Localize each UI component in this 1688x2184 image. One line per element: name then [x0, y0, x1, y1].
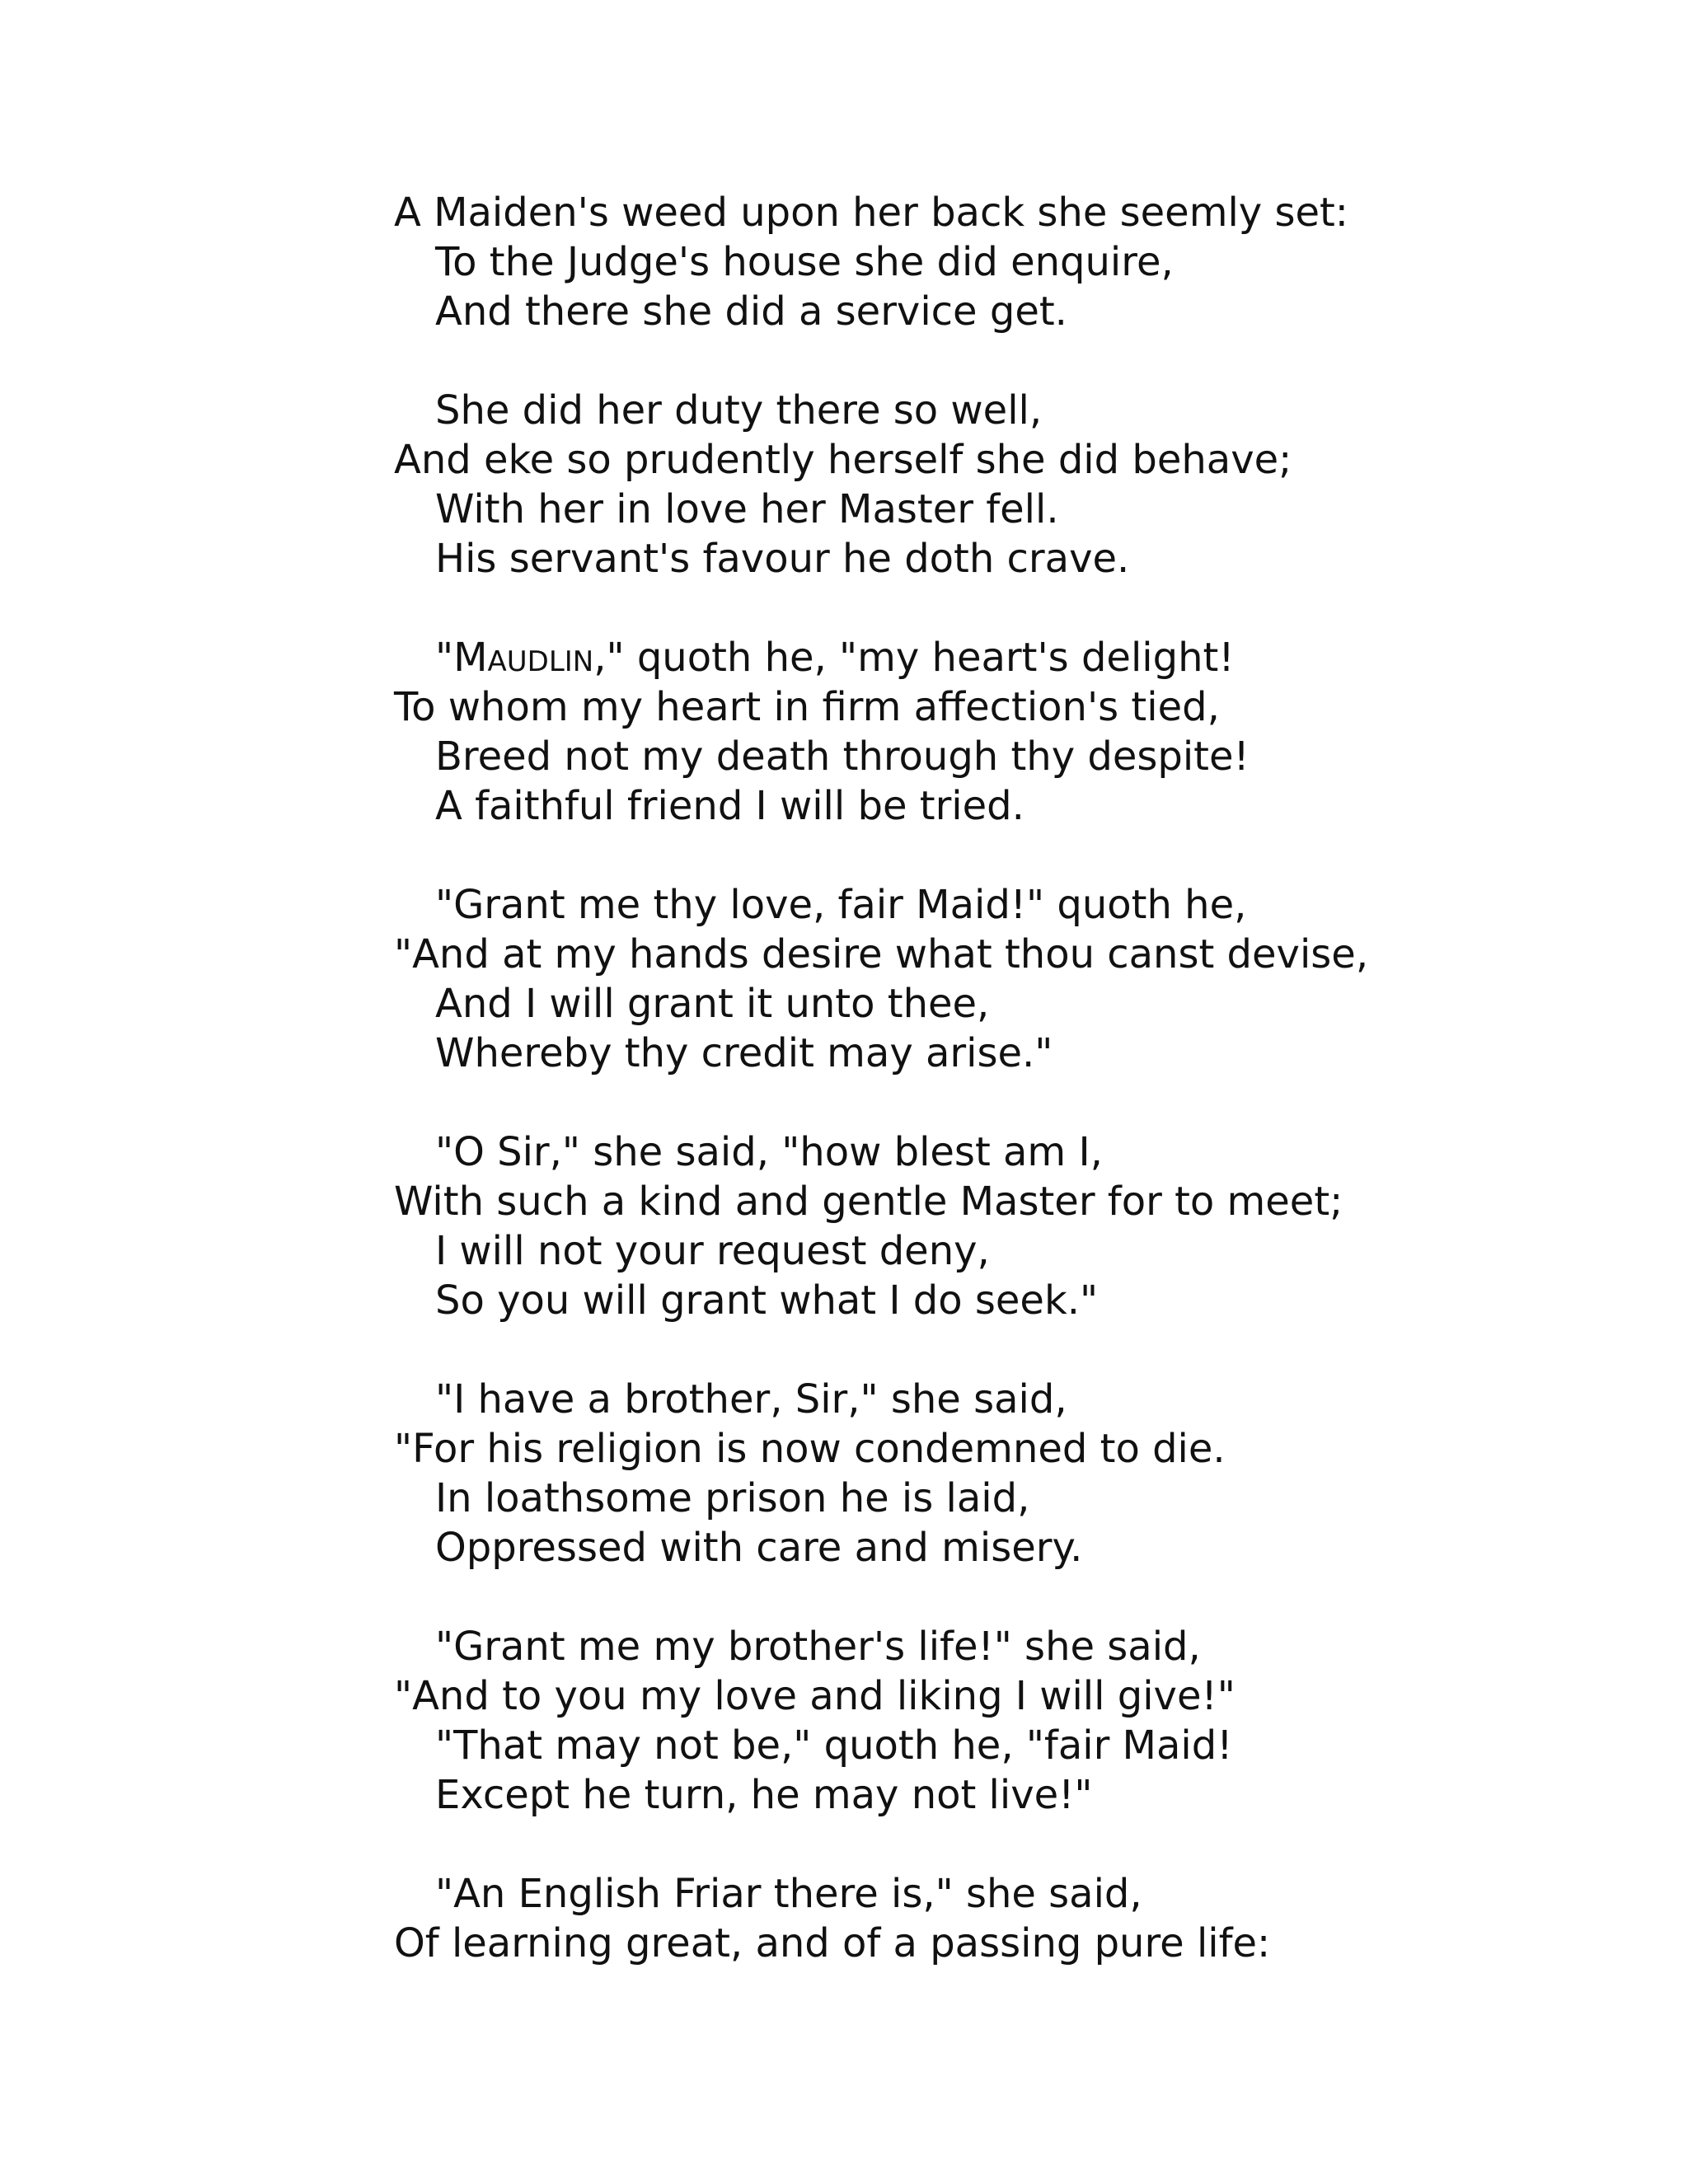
- poem-line: Whereby thy credit may arise.": [435, 1030, 1053, 1076]
- poem-page: [394, 188, 1630, 2018]
- poem-line: I will not your request deny,: [435, 1228, 990, 1274]
- poem-line: Breed not my death through thy despite!: [435, 733, 1250, 780]
- poem-line: His servant's favour he doth crave.: [435, 536, 1130, 582]
- poem-line: In loathsome prison he is laid,: [435, 1475, 1030, 1521]
- poem-line: And I will grant it unto thee,: [435, 981, 990, 1027]
- stanza-6: [394, 1375, 1630, 1572]
- poem-line: "Grant me thy love, fair Maid!" quoth he,: [435, 882, 1247, 928]
- stanza-3: [394, 633, 1630, 831]
- poem-line: Except he turn, he may not live!": [435, 1772, 1093, 1818]
- poem-line: "O Sir," she said, "how blest am I,: [435, 1129, 1103, 1175]
- poem-line: And eke so prudently herself she did behave;: [394, 437, 1292, 483]
- poem-line: "An English Friar there is," she said,: [435, 1871, 1142, 1917]
- poem-line: She did her duty there so well,: [435, 387, 1043, 434]
- line-suffix: ," quoth he, "my heart's delight!: [593, 635, 1235, 681]
- poem-line: "And to you my love and liking I will give!": [394, 1673, 1236, 1719]
- poem-line: "That may not be," quoth he, "fair Maid!: [435, 1722, 1233, 1769]
- line-prefix: ": [435, 635, 454, 681]
- poem-line: "Grant me my brother's life!" she said,: [435, 1624, 1201, 1670]
- poem-line: "For his religion is now condemned to die.: [394, 1426, 1226, 1472]
- stanza-1: [394, 188, 1630, 336]
- poem-line: A Maiden's weed upon her back she seemly set:: [394, 190, 1348, 236]
- poem-line: To the Judge's house she did enquire,: [435, 239, 1174, 285]
- poem-line: With her in love her Master fell.: [435, 486, 1059, 532]
- stanza-8: [394, 1869, 1630, 1968]
- poem-line: To whom my heart in firm affection's tied,: [394, 684, 1220, 730]
- poem-line: With such a kind and gentle Master for to meet;: [394, 1179, 1343, 1225]
- poem-line: Of learning great, and of a passing pure life:: [394, 1920, 1271, 1966]
- poem-line: So you will grant what I do seek.": [435, 1277, 1099, 1324]
- stanza-7: [394, 1622, 1630, 1820]
- poem-line: A faithful friend I will be tried.: [435, 783, 1025, 829]
- poem-line: "I have a brother, Sir," she said,: [435, 1376, 1067, 1422]
- poem-line: [394, 633, 1630, 682]
- poem-line: Oppressed with care and misery.: [435, 1525, 1083, 1571]
- poem-line: And there she did a service get.: [435, 288, 1067, 335]
- name-small-caps: Maudlin: [453, 635, 594, 681]
- poem-line: "And at my hands desire what thou canst devise,: [394, 931, 1369, 977]
- stanza-2: [394, 386, 1630, 583]
- stanza-4: [394, 880, 1630, 1078]
- stanza-5: [394, 1127, 1630, 1325]
